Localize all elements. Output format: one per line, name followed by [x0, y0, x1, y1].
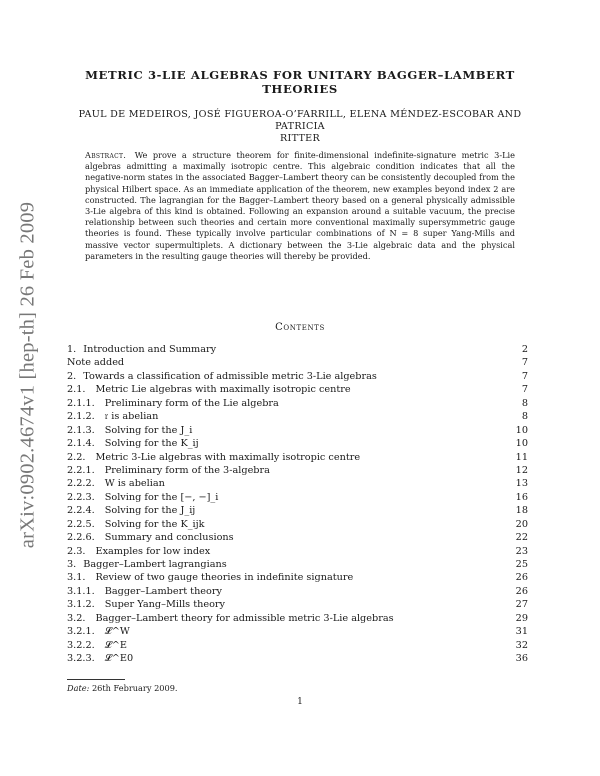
toc-entry-title: Solving for the J_i [104, 424, 193, 436]
toc-entry-page: 29 [515, 612, 528, 624]
footnote-rule [67, 679, 125, 680]
abstract-label: Abstract. [85, 150, 127, 160]
toc-entry-number: 1. [67, 344, 77, 355]
toc-entry-number: 2.2. [67, 451, 86, 463]
toc-entry[interactable] [67, 437, 528, 450]
toc-entry-title: Review of two gauge theories in indefinite signature [95, 572, 354, 584]
toc-entry[interactable] [67, 464, 528, 477]
toc-entry[interactable] [67, 397, 528, 410]
toc-entry-number: 2.2.5. [67, 518, 95, 530]
toc-entry-number: 2.2.3. [67, 491, 95, 503]
paper-title [60, 68, 540, 96]
toc-entry[interactable] [67, 598, 528, 611]
toc-entry[interactable] [67, 504, 528, 517]
toc-entry-number: 3.2.1. [67, 626, 95, 638]
toc-entry-title: Note added [67, 357, 125, 369]
toc-entry[interactable] [67, 356, 528, 369]
toc-entry-number: 3.2. [67, 612, 86, 624]
toc-entry-page: 11 [515, 451, 528, 463]
toc-entry-page: 8 [521, 411, 528, 423]
toc-entry[interactable] [67, 518, 528, 531]
toc-entry-page: 12 [515, 464, 528, 476]
toc-entry-page: 27 [515, 599, 528, 611]
toc-entry-number: 2. [67, 370, 77, 382]
toc-entry-number: 2.2.1. [67, 464, 95, 476]
toc-entry-number: 2.2.6. [67, 532, 95, 544]
toc-entry-page: 7 [521, 357, 528, 369]
toc-entry[interactable] [67, 558, 528, 571]
toc-entry-number: 2.1.2. [67, 411, 95, 423]
toc-entry-title: Solving for the K_ij [104, 438, 199, 450]
toc-entry[interactable] [67, 477, 528, 490]
toc-entry-title: Examples for low index [95, 545, 211, 557]
toc-entry-title: Summary and conclusions [104, 532, 234, 544]
toc-entry-number: 2.1. [67, 384, 86, 396]
toc-entry-title: Solving for the [−, −]_i [104, 491, 219, 503]
page-number: 1 [297, 697, 303, 707]
toc-entry-number: 2.2.4. [67, 505, 95, 517]
toc-entry[interactable] [67, 625, 528, 638]
toc-entry-page: 2 [521, 344, 528, 355]
toc-entry[interactable] [67, 343, 528, 356]
title-line-2: THEORIES [262, 82, 338, 96]
abstract [85, 150, 515, 262]
arxiv-stamp-text: arXiv:0902.4674v1 [hep-th] 26 Feb 2009 [16, 201, 39, 549]
toc-entry-number: 3. [67, 559, 77, 570]
toc-entry-page: 22 [515, 532, 528, 544]
toc-entry-number: 3.1.1. [67, 585, 95, 597]
toc-entry-page: 20 [515, 518, 528, 530]
toc-entry-title: 𝓛^W [104, 626, 130, 638]
toc-entry[interactable] [67, 639, 528, 652]
toc-entry-number: 2.3. [67, 545, 86, 557]
authors-line-2: RITTER [279, 133, 321, 144]
toc-entry-page: 7 [521, 384, 528, 396]
table-of-contents [67, 343, 528, 666]
toc-entry-page: 25 [515, 559, 528, 570]
toc-entry-title: Solving for the J_ij [104, 505, 196, 517]
toc-entry-page: 26 [515, 572, 528, 584]
toc-entry-page: 36 [515, 653, 528, 665]
date-footnote [67, 683, 178, 693]
author-list [60, 109, 540, 145]
toc-entry[interactable] [67, 545, 528, 558]
toc-entry-title: Bagger–Lambert lagrangians [83, 559, 227, 570]
toc-entry-number: 3.1.2. [67, 599, 95, 611]
toc-entry-title: Introduction and Summary [83, 344, 217, 355]
toc-entry-number: 2.1.4. [67, 438, 95, 450]
toc-entry[interactable] [67, 491, 528, 504]
toc-entry[interactable] [67, 585, 528, 598]
toc-entry[interactable] [67, 410, 528, 423]
toc-entry-title: 𝓛^E [104, 639, 127, 651]
toc-entry[interactable] [67, 424, 528, 437]
contents-heading: Contents [275, 322, 325, 333]
toc-entry[interactable] [67, 370, 528, 383]
toc-entry-title: Metric Lie algebras with maximally isotropic centre [95, 384, 351, 396]
toc-entry-page: 10 [515, 438, 528, 450]
toc-entry-number: 2.1.1. [67, 397, 95, 409]
toc-entry-page: 10 [515, 424, 528, 436]
toc-entry-title: Solving for the K_ijk [104, 518, 205, 530]
toc-entry-title: Super Yang–Mills theory [104, 599, 226, 611]
toc-entry-title: 𝓛^E0 [104, 653, 134, 665]
toc-entry-page: 16 [515, 491, 528, 503]
toc-entry-title: Preliminary form of the 3-algebra [104, 464, 270, 476]
toc-entry-page: 32 [515, 639, 528, 651]
toc-entry-number: 3.1. [67, 572, 86, 584]
toc-entry-title: Metric 3-Lie algebras with maximally isotropic centre [95, 451, 361, 463]
toc-entry-title: 𝔯 is abelian [104, 411, 159, 423]
title-line-1: METRIC 3-LIE ALGEBRAS FOR UNITARY BAGGER–LAMBERT [85, 68, 515, 82]
toc-entry[interactable] [67, 571, 528, 584]
toc-entry-title: Preliminary form of the Lie algebra [104, 397, 279, 409]
toc-entry-number: 2.2.2. [67, 478, 95, 490]
toc-entry-title: Towards a classification of admissible metric 3-Lie algebras [83, 370, 377, 382]
footnote-label: Date: [67, 683, 90, 693]
toc-entry[interactable] [67, 531, 528, 544]
toc-entry-title: Bagger–Lambert theory [104, 585, 222, 597]
toc-entry[interactable] [67, 451, 528, 464]
toc-entry-page: 7 [521, 370, 528, 382]
toc-entry-page: 18 [515, 505, 528, 517]
footnote-text: 26th February 2009. [91, 683, 178, 693]
toc-entry-title: W is abelian [104, 478, 165, 490]
toc-entry-page: 13 [515, 478, 528, 490]
toc-entry-page: 8 [521, 397, 528, 409]
authors-line-1: PAUL DE MEDEIROS, JOSÉ FIGUEROA-O’FARRILL, ELENA MÉNDEZ-ESCOBAR AND PATRICIA [78, 109, 522, 132]
toc-entry-title: Bagger–Lambert theory for admissible metric 3-Lie algebras [95, 612, 394, 624]
toc-entry[interactable] [67, 652, 528, 665]
toc-entry[interactable] [67, 383, 528, 396]
toc-entry-page: 23 [515, 545, 528, 557]
toc-entry-number: 3.2.3. [67, 653, 95, 665]
toc-entry-number: 2.1.3. [67, 424, 95, 436]
abstract-text: We prove a structure theorem for finite-dimensional indefinite-signature metric 3-Lie algebras admitting a maximally isotropic centre. This algebraic condition indicates that all the negative-norm states in the associated Bagger–Lambert theory can be consistently decoupled from the physical Hilbert space. As an immediate application of the theorem, new examples beyond index 2 are constructed. The lagrangian for the Bagger–Lambert theory based on a general physically admissible 3-Lie algebra of this kind is obtained. Following an expansion around a suitable vacuum, the precise relationship between such theories and certain more conventional maximally supersymmetric gauge theories is found. These typically involve particular combinations of N = 8 super Yang-Mills and massive vector supermultiplets. A dictionary between the 3-Lie algebraic data and the physical parameters in the resulting gauge theories will thereby be provided. [85, 150, 515, 261]
toc-entry-number: 3.2.2. [67, 639, 95, 651]
arxiv-stamp [8, 185, 48, 565]
toc-entry[interactable] [67, 612, 528, 625]
toc-entry-page: 26 [515, 585, 528, 597]
toc-entry-page: 31 [515, 626, 528, 638]
